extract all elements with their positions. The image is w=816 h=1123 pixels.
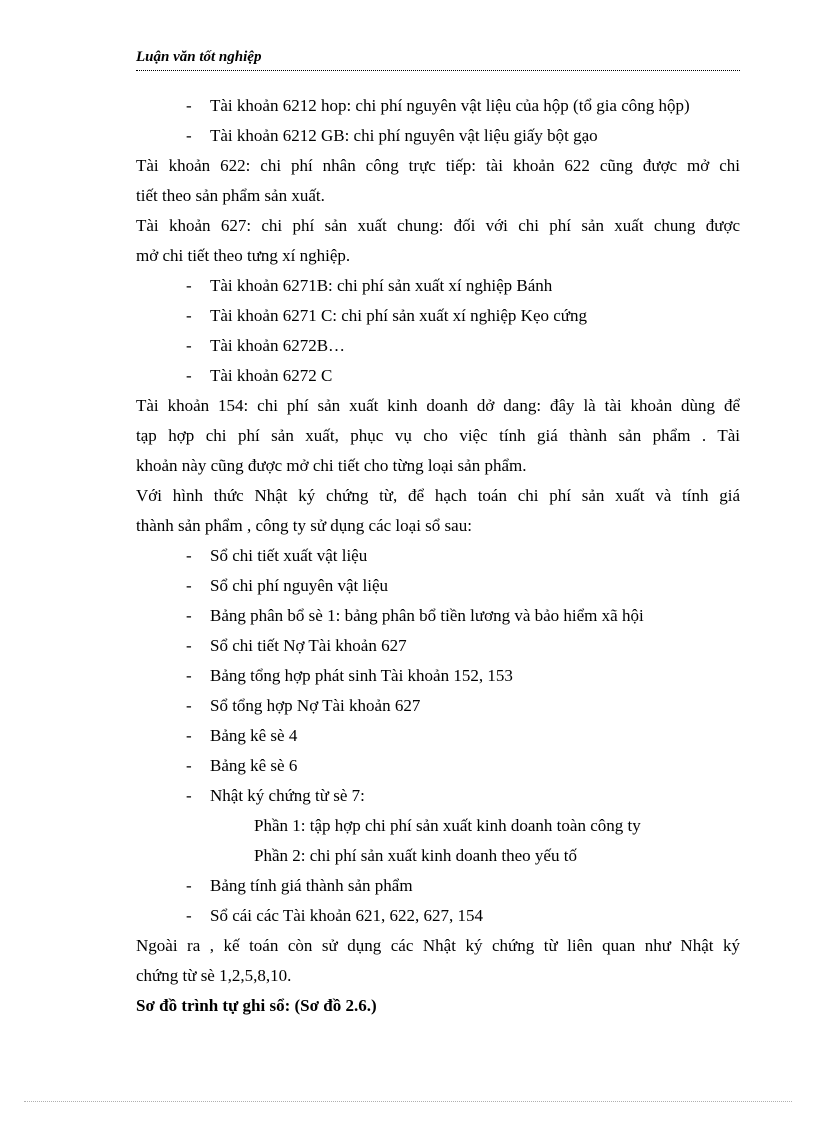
- paragraph-line: tạp hợp chi phí sản xuất, phục vụ cho việc tính giá thành sản phẩm . Tài: [136, 426, 740, 445]
- list-item: [136, 751, 740, 781]
- bullet-dash: -: [186, 366, 192, 385]
- list-item: [136, 91, 740, 121]
- list-item: [136, 661, 740, 691]
- list-item-text: Sổ chi tiết Nợ Tài khoản 627: [210, 636, 407, 655]
- paragraph-line: Ngoài ra , kế toán còn sử dụng các Nhật ký chứng từ liên quan như Nhật ký: [136, 936, 740, 955]
- bullet-dash: -: [186, 126, 192, 145]
- bullet-dash: -: [186, 306, 192, 325]
- sub-list-item: Phần 1: tập hợp chi phí sản xuất kinh doanh toàn công ty: [254, 816, 641, 835]
- list-item: [136, 871, 740, 901]
- list-item: [136, 271, 740, 301]
- list-item: [136, 361, 740, 391]
- list-item-text: Tài khoản 6212 hop: chi phí nguyên vật liệu của hộp (tổ gia công hộp): [210, 96, 690, 115]
- bullet-dash: -: [186, 906, 192, 925]
- list-item: [136, 571, 740, 601]
- list-item: [136, 541, 740, 571]
- list-item-text: Bảng phân bổ sè 1: bảng phân bổ tiền lương và bảo hiểm xã hội: [210, 606, 644, 625]
- list-item: [136, 331, 740, 361]
- page-bottom-rule: [24, 1101, 792, 1102]
- bullet-dash: -: [186, 96, 192, 115]
- paragraph-line: Với hình thức Nhật ký chứng từ, để hạch toán chi phí sản xuất và tính giá: [136, 486, 740, 505]
- list-item: [136, 301, 740, 331]
- list-item-text: Tài khoản 6271B: chi phí sản xuất xí nghiệp Bánh: [210, 276, 553, 295]
- list-item: [136, 691, 740, 721]
- bullet-dash: -: [186, 696, 192, 715]
- header-title: Luận văn tốt nghiệp: [136, 49, 262, 65]
- list-item-text: Sổ cái các Tài khoản 621, 622, 627, 154: [210, 906, 484, 925]
- list-item-text: Bảng kê sè 4: [210, 726, 298, 745]
- list-item: [136, 121, 740, 151]
- bullet-dash: -: [186, 276, 192, 295]
- list-item-text: Bảng kê sè 6: [210, 756, 298, 775]
- list-item: [136, 781, 740, 811]
- bullet-dash: -: [186, 726, 192, 745]
- paragraph-line: khoản này cũng được mở chi tiết cho từng loại sản phẩm.: [136, 456, 527, 475]
- bullet-dash: -: [186, 636, 192, 655]
- bullet-dash: -: [186, 606, 192, 625]
- bullet-dash: -: [186, 876, 192, 895]
- list-item-text: Sổ chi tiết xuất vật liệu: [210, 546, 368, 565]
- bullet-dash: -: [186, 336, 192, 355]
- bullet-dash: -: [186, 666, 192, 685]
- paragraph-line: chứng từ sè 1,2,5,8,10.: [136, 966, 292, 985]
- list-item-text: Sổ chi phí nguyên vật liệu: [210, 576, 389, 595]
- list-item: [136, 601, 740, 631]
- list-item-text: Sổ tổng hợp Nợ Tài khoản 627: [210, 696, 421, 715]
- bullet-dash: -: [186, 756, 192, 775]
- list-item-text: Bảng tính giá thành sản phẩm: [210, 876, 413, 895]
- list-item-text: Nhật ký chứng từ sè 7:: [210, 786, 365, 805]
- list-item-text: Tài khoản 6212 GB: chi phí nguyên vật liệu giấy bột gạo: [210, 126, 598, 145]
- paragraph-line: thành sản phẩm , công ty sử dụng các loại sổ sau:: [136, 516, 472, 535]
- list-item: [136, 631, 740, 661]
- list-item-text: Bảng tổng hợp phát sinh Tài khoản 152, 153: [210, 666, 513, 685]
- paragraph-line: Tài khoản 627: chi phí sản xuất chung: đối với chi phí sản xuất chung được: [136, 216, 740, 235]
- bullet-dash: -: [186, 786, 192, 805]
- document-body: [136, 91, 740, 1021]
- bullet-dash: -: [186, 576, 192, 595]
- paragraph-line: mở chi tiết theo tưng xí nghiệp.: [136, 246, 351, 265]
- paragraph-line: Tài khoản 154: chi phí sản xuất kinh doanh dở dang: đây là tài khoản dùng để: [136, 396, 740, 415]
- section-heading: Sơ đồ trình tự ghi sổ: (Sơ đồ 2.6.): [136, 996, 377, 1015]
- list-item-text: Tài khoản 6272B…: [210, 336, 346, 355]
- paragraph-line: Tài khoản 622: chi phí nhân công trực tiếp: tài khoản 622 cũng được mở chi: [136, 156, 740, 175]
- list-item-text: Tài khoản 6272 C: [210, 366, 333, 385]
- bullet-dash: -: [186, 546, 192, 565]
- sub-list-item: Phần 2: chi phí sản xuất kinh doanh theo yếu tố: [254, 846, 577, 865]
- page-header: [136, 48, 740, 71]
- paragraph-line: tiết theo sản phẩm sản xuất.: [136, 186, 325, 205]
- list-item: [136, 721, 740, 751]
- list-item: [136, 901, 740, 931]
- list-item-text: Tài khoản 6271 C: chi phí sản xuất xí nghiệp Kẹo cứng: [210, 306, 588, 325]
